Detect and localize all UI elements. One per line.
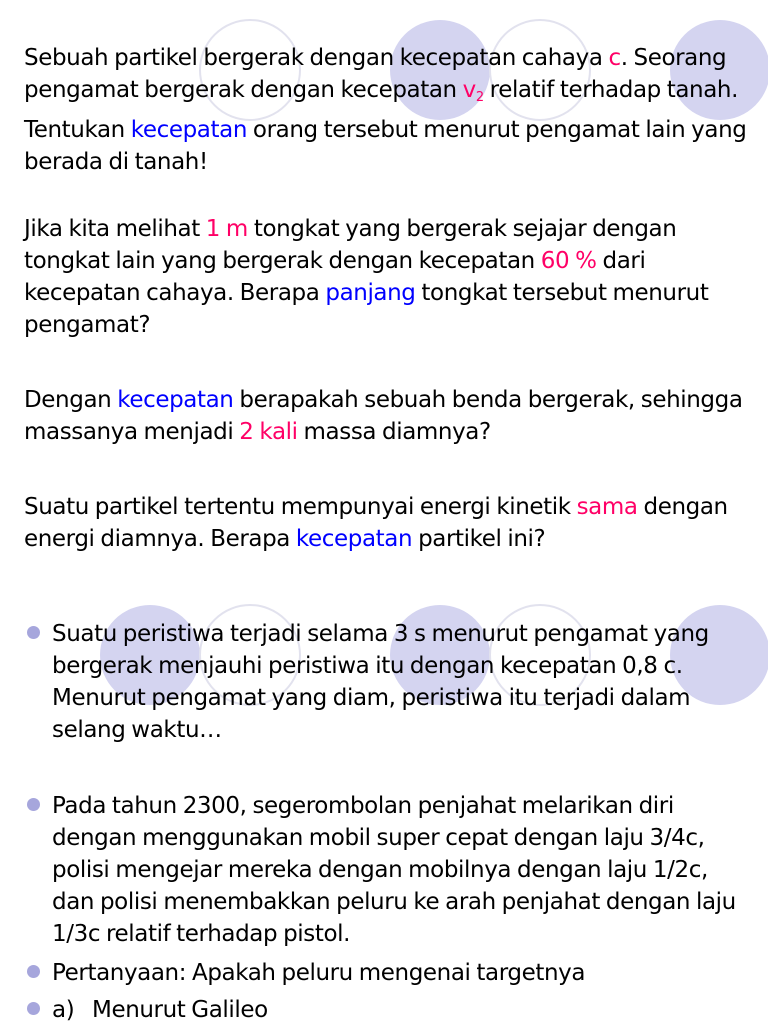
problem-1: Sebuah partikel bergerak dengan kecepatan cahaya c. Seorang pengamat bergerak dengan kecepatan $v_2$ relatif terhadap tanah. Tentukan kecepatan orang tersebut menurut pengamat lain yang berada di tanah! xyxy=(24,45,747,175)
highlight-v: $v_2$ xyxy=(462,77,484,105)
highlight-kecepatan: kecepatan xyxy=(295,526,413,552)
bullet-dot-icon xyxy=(27,626,40,639)
bullet-item: Pada tahun 2300, segerombolan penjahat melarikan diri dengan menggunakan mobil super cepat dengan laju 3/4c, polisi mengejar mereka dengan mobilnya dengan laju 1/2c, dan polisi menembakkan peluru ke arah penjahat dengan laju 1/3c relatif terhadap pistol. xyxy=(24,790,744,950)
bullet-item: Suatu peristiwa terjadi selama 3 s menurut pengamat yang bergerak menjauhi peristiwa itu dengan kecepatan 0,8 c. Menurut pengamat yang diam, peristiwa itu terjadi dalam selang waktu… xyxy=(24,618,744,746)
highlight-2-kali: 2 kali xyxy=(239,419,298,445)
highlight-1m: 1 m xyxy=(205,216,248,242)
bullet-dot-icon xyxy=(27,1002,40,1015)
highlight-kecepatan: kecepatan xyxy=(130,117,247,143)
bullet-item: a) Menurut Galileo xyxy=(24,994,744,1026)
highlight-60-percent: 60 % xyxy=(540,248,597,274)
bullet-dot-icon xyxy=(27,798,40,811)
problem-4: Suatu partikel tertentu mempunyai energi kinetik sama dengan energi diamnya. Berapa kecepatan partikel ini? xyxy=(24,494,728,552)
bullet-item: Pertanyaan: Apakah peluru mengenai targetnya xyxy=(24,957,744,989)
problem-3: Dengan kecepatan berapakah sebuah benda bergerak, sehingga massanya menjadi 2 kali massa diamnya? xyxy=(24,387,743,445)
problem-2: Jika kita melihat 1 m tongkat yang bergerak sejajar dengan tongkat lain yang bergerak dengan kecepatan 60 % dari kecepatan cahaya. Berapa panjang tongkat tersebut menurut pengamat? xyxy=(24,216,709,338)
highlight-c: c xyxy=(608,45,621,71)
highlight-panjang: panjang xyxy=(325,280,416,306)
highlight-sama: sama xyxy=(576,494,638,520)
bullet-dot-icon xyxy=(27,965,40,978)
subscript-2: 2 xyxy=(475,90,484,105)
highlight-kecepatan: kecepatan xyxy=(117,387,234,413)
